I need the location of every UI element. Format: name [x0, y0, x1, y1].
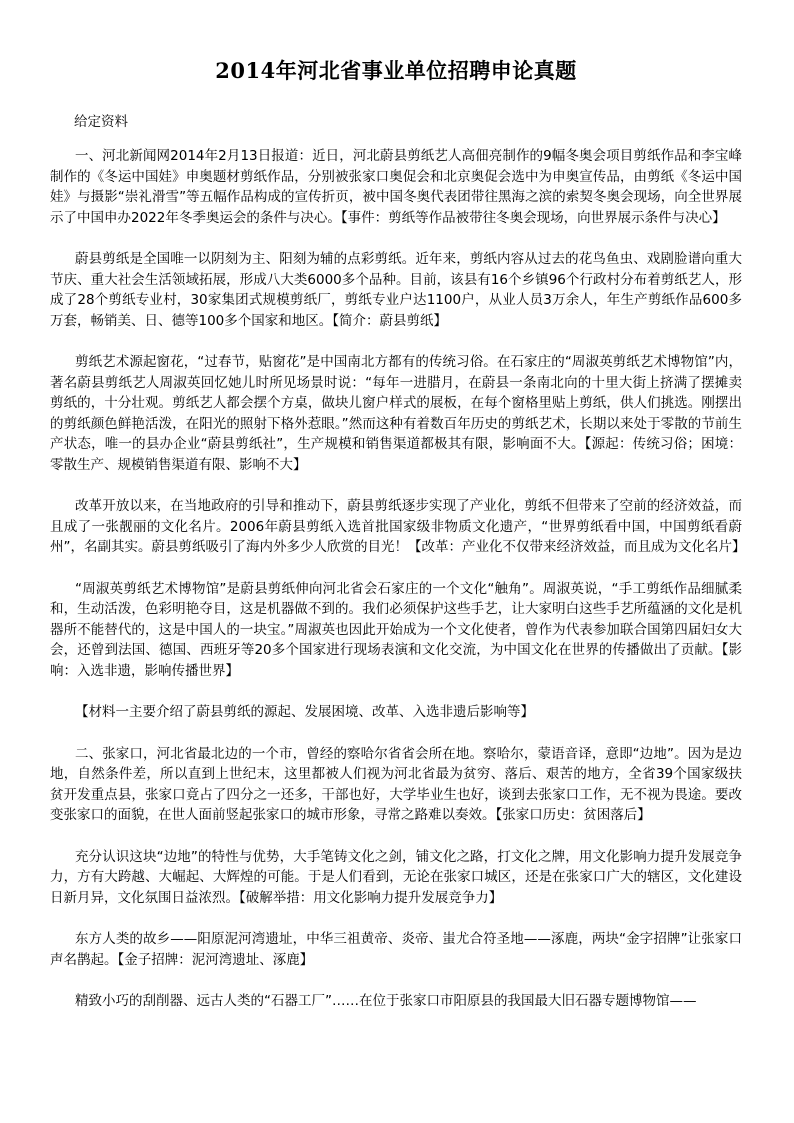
paragraph-7: 二、张家口，河北省最北边的一个市，曾经的察哈尔省省会所在地。察哈尔，蒙语音译，意即“边地”。因为是边地，自然条件差，所以直到上世纪末，这里都被人们视为河北省最为贫穷、落后、艰苦的地方，全省39个国家级扶贫开发重点县，张家口竟占了四分之一还多，干部也好，大学毕业生也好，谈到去张家口工作，无不视为畏途。要改变张家口的面貌，在世人面前竖起张家口的城市形象，寻常之路难以奏效。【张家口历史：贫困落后】 [50, 745, 742, 823]
paragraph-3: 剪纸艺术源起窗花，“过春节，贴窗花”是中国南北方都有的传统习俗。在石家庄的“周淑英剪纸艺术博物馆”内，著名蔚县剪纸艺人周淑英回忆她儿时所见场景时说：“每年一进腊月，在蔚县一条南北向的十里大街上挤满了摆摊卖剪纸的，十分壮观。剪纸艺人都会摆个方桌，做块儿窗户样式的展板，在每个窗格里贴上剪纸，供人们挑选。刚摆出的剪纸颜色鲜艳活泼，在阳光的照射下格外惹眼。”然而这种有着数百年历史的剪纸艺术，长期以来处于零散的节前生产状态，唯一的县办企业“蔚县剪纸社”，生产规模和销售渠道都极其有限，影响面不大。【源起：传统习俗；困境：零散生产、规模销售渠道有限、影响不大】 [50, 354, 742, 473]
paragraph-5: “周淑英剪纸艺术博物馆”是蔚县剪纸伸向河北省会石家庄的一个文化“触角”。周淑英说，“手工剪纸作品细腻柔和，生动活泼，色彩明艳夺目，这是机器做不到的。我们必须保护这些手艺，让大家明白这些手艺所蕴涵的文化是机器所不能替代的，这是中国人的一块宝。”周淑英也因此开始成为一个文化使者，曾作为代表参加联合国第四届妇女大会，还曾到法国、德国、西班牙等20多个国家进行现场表演和文化交流，为中国文化在世界的传播做出了贡献。【影响：入选非遗，影响传播世界】 [50, 580, 742, 679]
paragraph-1: 一、河北新闻网2014年2月13日报道：近日，河北蔚县剪纸艺人高佃亮制作的9幅冬奥会项目剪纸作品和李宝峰制作的《冬运中国娃》申奥题材剪纸作品，分别被张家口奥促会和北京奥促会选中为申奥宣传品，由剪纸《冬运中国娃》与摄影“崇礼滑雪”等五幅作品构成的宣传折页，被中国冬奥代表团带往黑海之滨的索契冬奥会现场，向全世界展示了中国申办2022年冬季奥运会的条件与决心。【事件：剪纸等作品被带往冬奥会现场，向世界展示条件与决心】 [50, 148, 742, 226]
paragraph-6-summary: 【材料一主要介绍了蔚县剪纸的源起、发展困境、改革、入选非遗后影响等】 [75, 704, 534, 720]
paragraph-8: 充分认识这块“边地”的特性与优势，大手笔铸文化之剑，铺文化之路，打文化之牌，用文化影响力提升发展竞争力，方有大跨越、大崛起、大辉煌的可能。于是人们看到，无论在张家口城区，还是在张家口广大的辖区，文化建设日新月异，文化氛围日益浓烈。【破解举措：用文化影响力提升发展竞争力】 [50, 848, 742, 906]
document-title: 2014年河北省事业单位招聘申论真题 [215, 58, 577, 83]
paragraph-10: 精致小巧的刮削器、远古人类的“石器工厂”……在位于张家口市阳原县的我国最大旧石器专题博物馆—— [75, 993, 697, 1009]
paragraph-4: 改革开放以来，在当地政府的引导和推动下，蔚县剪纸逐步实现了产业化，剪纸不但带来了空前的经济效益，而且成了一张靓丽的文化名片。2006年蔚县剪纸入选首批国家级非物质文化遗产，“世界剪纸看中国，中国剪纸看蔚州”，名副其实。蔚县剪纸吸引了海内外多少人欣赏的目光！【改革：产业化不仅带来经济效益，而且成为文化名片】 [50, 498, 746, 555]
paragraph-2: 蔚县剪纸是全国唯一以阴刻为主、阳刻为辅的点彩剪纸。近年来，剪纸内容从过去的花鸟鱼虫、戏剧脸谱向重大节庆、重大社会生活领域拓展，形成八大类6000多个品种。目前，该县有16个乡镇96个行政村分布着剪纸艺人，形成了28个剪纸专业村，30家集团式规模剪纸厂，剪纸专业户达1100户，从业人员3万余人，年生产剪纸作品600多万套，畅销美、日、德等100多个国家和地区。【简介：蔚县剪纸】 [50, 251, 742, 329]
paragraph-9: 东方人类的故乡——阳原泥河湾遗址，中华三祖黄帝、炎帝、蚩尤合符圣地——涿鹿，两块“金字招牌”让张家口声名鹊起。【金子招牌：泥河湾遗址、涿鹿】 [50, 931, 742, 968]
section-label: 给定资料 [74, 114, 128, 130]
